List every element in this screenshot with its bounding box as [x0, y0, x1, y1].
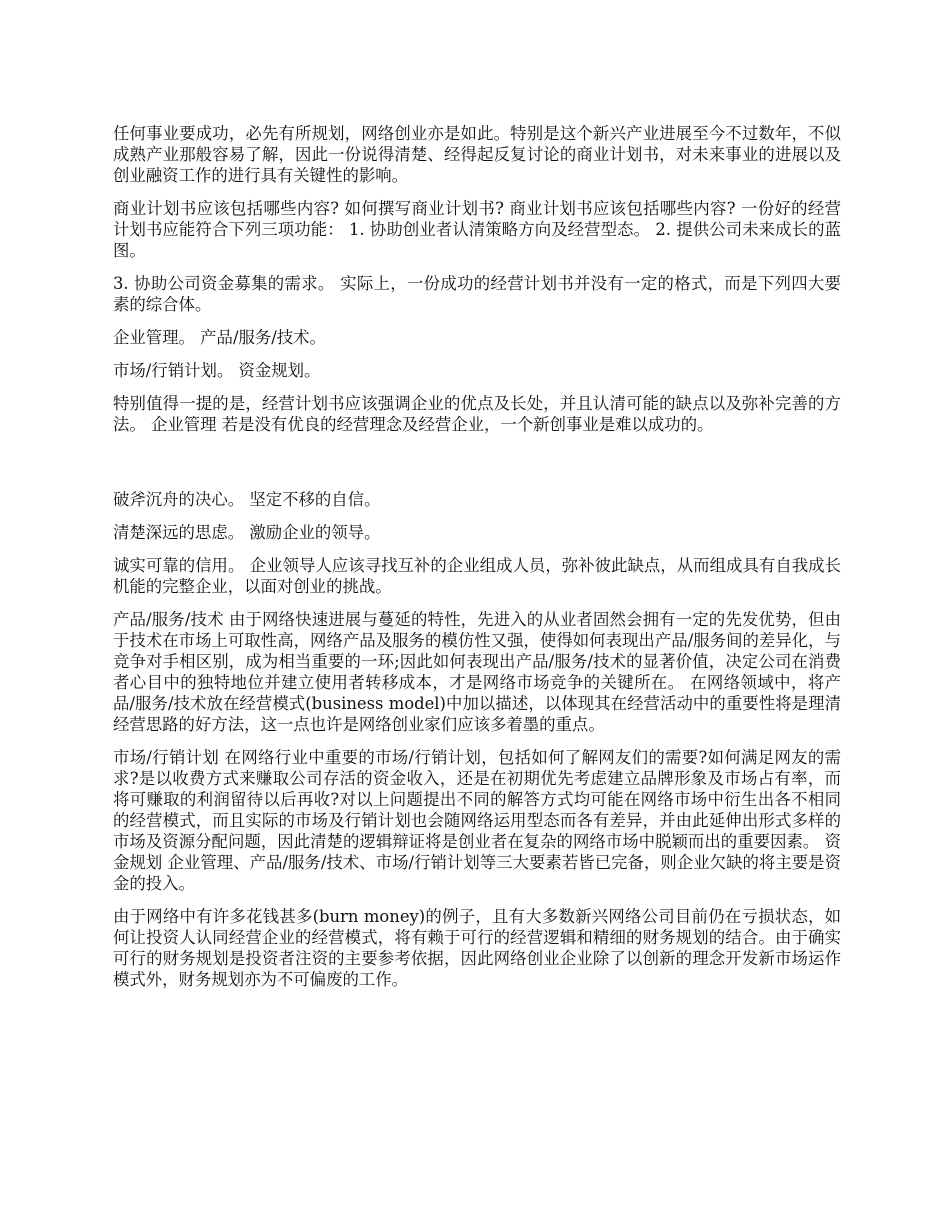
paragraph-marketing-plan: 市场/行销计划 在网络行业中重要的市场/行销计划，包括如何了解网友们的需要?如何满足网友的需求?是以收费方式来赚取公司存活的资金收入，还是在初期优先考虑建立品牌形象及市场占有率，而将可赚取的利润留待以后再收?对以上问题提出不同的解答方式均可能在网络市场中衍生出各不相同的经营模式，而且实际的市场及行销计划也会随网络运用型态而各有差异，并由此延伸出形式多样的市场及资源分配问题，因此清楚的逻辑辩证将是创业者在复杂的网络市场中脱颖而出的重要因素。 资金规划 企业管理、产品/服务/技术、市场/行销计划等三大要素若皆已完备，则企业欠缺的将主要是资金的投入。 — [113, 748, 841, 893]
paragraph-funding-needs: 3. 协助公司资金募集的需求。 实际上，一份成功的经营计划书并没有一定的格式，而是下列四大要素的综合体。 — [113, 274, 841, 314]
paragraph-product-service-tech: 产品/服务/技术 由于网络快速进展与蔓延的特性，先进入的从业者固然会拥有一定的先发优势，但由于技术在市场上可取性高，网络产品及服务的模仿性又强，使得如何表现出产品/服务间的差异化，与竞争对手相区别，成为相当重要的一环;因此如何表现出产品/服务/技术的显著价值，决定公司在消费者心目中的独特地位并建立使用者转移成本，才是网络市场竞争的关键所在。 在网络领域中，将产品/服务/技术放在经营模式(business model)中加以描述，以体现其在经营活动中的重要性将是理清经营思路的好方法，这一点也许是网络创业家们应该多着墨的重点。 — [113, 610, 841, 734]
paragraph-strengths: 特别值得一提的是，经营计划书应该强调企业的优点及长处，并且认清可能的缺点以及弥补完善的方法。 企业管理 若是没有优良的经营理念及经营企业，一个新创事业是难以成功的。 — [113, 394, 841, 434]
paragraph-financial-plan: 由于网络中有许多花钱甚多(burn money)的例子，且有大多数新兴网络公司目前仍在亏损状态，如何让投资人认同经营企业的经营模式，将有赖于可行的经营逻辑和精细的财务规划的结合。由于确实可行的财务规划是投资者注资的主要参考依据，因此网络创业企业除了以创新的理念开发新市场运作模式外，财务规划亦为不可偏废的工作。 — [113, 907, 841, 989]
paragraph-credibility: 诚实可靠的信用。 企业领导人应该寻找互补的企业组成人员，弥补彼此缺点，从而组成具有自我成长机能的完整企业，以面对创业的挑战。 — [113, 556, 841, 596]
paragraph-leadership: 清楚深远的思虑。 激励企业的领导。 — [113, 523, 381, 542]
paragraph-plan-contents: 商业计划书应该包括哪些内容? 如何撰写商业计划书? 商业计划书应该包括哪些内容? 一份好的经营计划书应能符合下列三项功能： 1. 协助创业者认清策略方向及经营型态。 2. 提供公司未来成长的蓝图。 — [113, 199, 841, 260]
paragraph-elements-1: 企业管理。 产品/服务/技术。 — [113, 328, 326, 347]
paragraph-elements-2: 市场/行销计划。 资金规划。 — [113, 361, 321, 380]
paragraph-determination: 破斧沉舟的决心。 坚定不移的自信。 — [113, 490, 381, 509]
section-gap — [113, 447, 841, 489]
paragraph-intro: 任何事业要成功，必先有所规划，网络创业亦是如此。特别是这个新兴产业进展至今不过数年，不似成熟产业那般容易了解，因此一份说得清楚、经得起反复讨论的商业计划书，对未来事业的进展以及创业融资工作的进行具有关键性的影响。 — [113, 124, 841, 185]
document-page — [113, 123, 841, 1002]
